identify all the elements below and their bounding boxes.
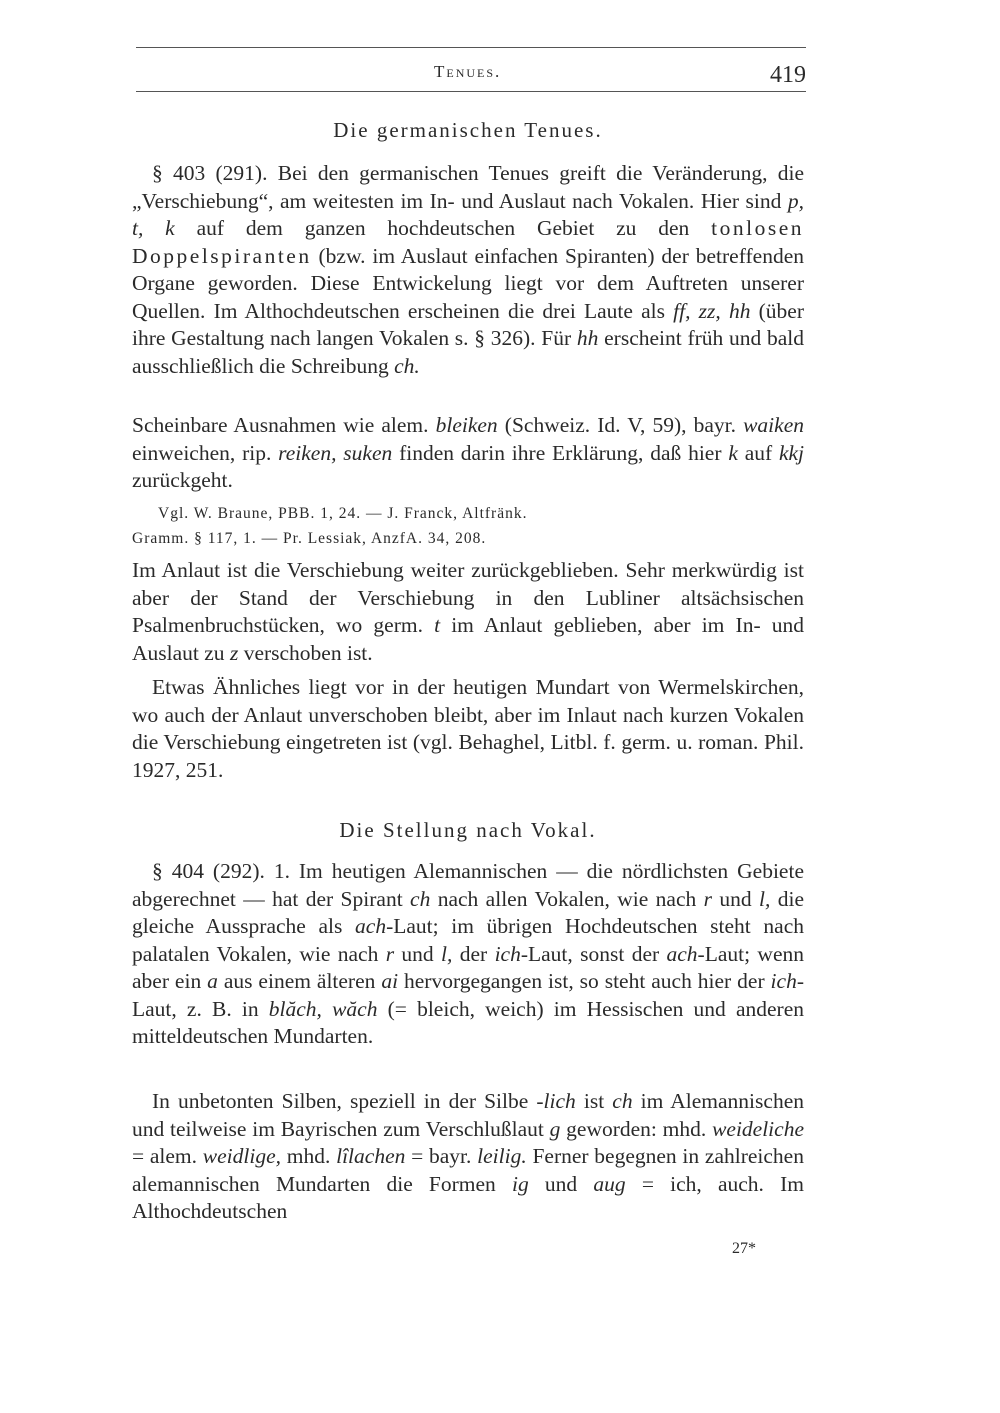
italic-term: lîlachen	[336, 1144, 406, 1168]
reference-note	[132, 501, 804, 551]
text: mhd.	[281, 1144, 337, 1168]
text: erscheint früh und bald ausschließlich die Schreibung	[132, 326, 805, 378]
text: verschoben ist.	[238, 640, 373, 665]
text: In unbetonten Silben, speziell in der Silbe	[152, 1089, 537, 1113]
text: -Laut; im übrigen Hochdeutschen steht nach palatalen Vokalen, wie nach	[132, 914, 804, 966]
italic-term: weidlige,	[202, 1144, 282, 1168]
italic-term: ich	[494, 941, 521, 966]
text: zurückgeht.	[132, 468, 233, 492]
italic-term: hh	[576, 326, 599, 350]
italic-term: l,	[759, 886, 771, 911]
text: (Schweiz. Id. V, 59), bayr.	[497, 413, 744, 437]
running-title: Tenues.	[434, 62, 502, 81]
header-top-rule	[136, 47, 806, 48]
reference-line: Gramm. § 117, 1. — Pr. Lessiak, AnzfA. 34, 208.	[132, 530, 487, 547]
text: Scheinbare Ausnahmen wie alem.	[132, 413, 436, 437]
text: = alem.	[132, 1144, 203, 1168]
text: 1. Im heutigen Alemannischen — die nördlichsten Gebiete abgerechnet — hat der Spirant	[132, 859, 804, 911]
italic-term: ig	[512, 1171, 529, 1196]
italic-term: k	[728, 440, 738, 465]
text: und	[712, 886, 760, 911]
italic-term: weideliche	[712, 1116, 804, 1141]
italic-term: bleiken	[435, 413, 498, 437]
text: (= bleich, weich) im Hessischen und anderen mitteldeutschen Mundarten.	[132, 996, 804, 1048]
text: Im Anlaut ist die Verschiebung weiter zurückgeblieben. Sehr merkwürdig ist aber der Stand der Verschiebung in den Lubliner altsächsischen Psalmenbruchstücken, wo germ.	[132, 558, 804, 637]
text: = bayr.	[405, 1144, 478, 1168]
italic-term: p, t, k	[132, 188, 804, 240]
text: einweichen, rip.	[132, 440, 279, 465]
paragraph-404	[132, 858, 804, 1051]
text: = ich, auch. Im Althochdeutschen	[132, 1171, 804, 1223]
text: hervorgegangen ist, so steht auch hier der	[398, 969, 771, 993]
paragraph-403	[132, 160, 804, 380]
text: (bzw. im Auslaut einfachen Spiranten) der betreffenden Organe geworden. Diese Entwickelung liegt vor dem Auftreten unserer Quellen. Im Althochdeutschen erscheinen die drei Laute als	[132, 243, 804, 323]
italic-term: z	[229, 640, 239, 665]
signature-mark: 27*	[732, 1240, 756, 1257]
paragraph-unbetont	[132, 1088, 804, 1226]
text: die gleiche Aussprache als	[132, 886, 805, 938]
italic-term: ch	[410, 886, 431, 911]
italic-term: g	[549, 1116, 561, 1141]
paragraph-wermelskirchen	[132, 674, 804, 784]
italic-term: a	[207, 969, 218, 993]
italic-term: ff, zz, hh	[673, 298, 751, 323]
text: Bei den germanischen Tenues greift die Veränderung, die „Verschiebung“, am weitesten im In- und Auslaut nach Vokalen. Hier sind	[132, 161, 804, 213]
italic-term: reiken, suken	[278, 440, 393, 465]
text: im Anlaut geblieben, aber im In- und Auslaut zu	[132, 613, 804, 665]
italic-term: waiken	[743, 413, 804, 437]
paragraph-exceptions	[132, 412, 804, 495]
italic-term: kkj	[778, 440, 805, 465]
text: nach allen Vokalen, wie nach	[430, 886, 704, 911]
text: der	[452, 941, 495, 966]
text: ist	[575, 1089, 613, 1113]
text: im Alemannischen und teilweise im Bayrischen zum Verschlußlaut	[132, 1089, 804, 1141]
text: Ferner begegnen in zahlreichen alemannischen Mundarten die Formen	[132, 1144, 804, 1196]
italic-term: t	[434, 613, 441, 637]
italic-term: ch	[612, 1089, 633, 1113]
spaced-term: tonlosen Doppelspiranten	[132, 216, 804, 268]
italic-term: blăch, wăch	[268, 996, 378, 1021]
italic-term: ai	[381, 969, 399, 993]
italic-term: ach	[666, 941, 698, 966]
italic-term: r	[703, 886, 713, 911]
section-title-tenues: Die germanischen Tenues.	[333, 118, 603, 142]
text: geworden: mhd.	[560, 1116, 713, 1141]
header-bottom-rule	[136, 91, 806, 92]
italic-term: leilig.	[477, 1144, 527, 1168]
text: Etwas Ähnliches liegt vor in der heutigen Mundart von Wermelskirchen, wo auch der Anlaut unverschoben bleibt, aber im Inlaut nach kurzen Vokalen die Verschiebung eingetreten ist (vgl. Behaghel, Litbl. f. germ. u. roman. Phil. 1927, 251.	[132, 675, 804, 782]
reference-line: Vgl. W. Braune, PBB. 1, 24. — J. Franck, Altfränk.	[158, 505, 528, 522]
italic-term: aug	[593, 1171, 626, 1196]
text: und	[394, 941, 442, 966]
page-number: 419	[770, 62, 806, 88]
text: aus einem älteren	[217, 969, 382, 993]
section-title-vokal: Die Stellung nach Vokal.	[339, 818, 597, 842]
paragraph-number: § 403 (291).	[152, 161, 268, 185]
italic-term: ach	[355, 914, 387, 938]
text: auf dem ganzen hochdeutschen Gebiet zu den	[174, 216, 712, 240]
text: -Laut; wenn aber ein	[132, 941, 805, 993]
italic-term: ich	[770, 969, 797, 993]
text: und	[528, 1171, 594, 1196]
text: (über ihre Gestaltung nach langen Vokalen s. § 326). Für	[132, 298, 804, 350]
paragraph-anlaut	[132, 557, 804, 667]
text: finden darin ihre Erklärung, daß hier	[392, 440, 729, 465]
italic-term: l,	[441, 941, 453, 966]
text: -Laut, z. B. in	[132, 969, 804, 1021]
italic-term: r	[385, 941, 395, 966]
italic-term: ch.	[394, 353, 420, 378]
text: auf	[737, 440, 779, 465]
italic-term: -lich	[536, 1089, 576, 1113]
paragraph-number: § 404 (292).	[152, 859, 265, 883]
text: -Laut, sonst der	[520, 941, 667, 966]
